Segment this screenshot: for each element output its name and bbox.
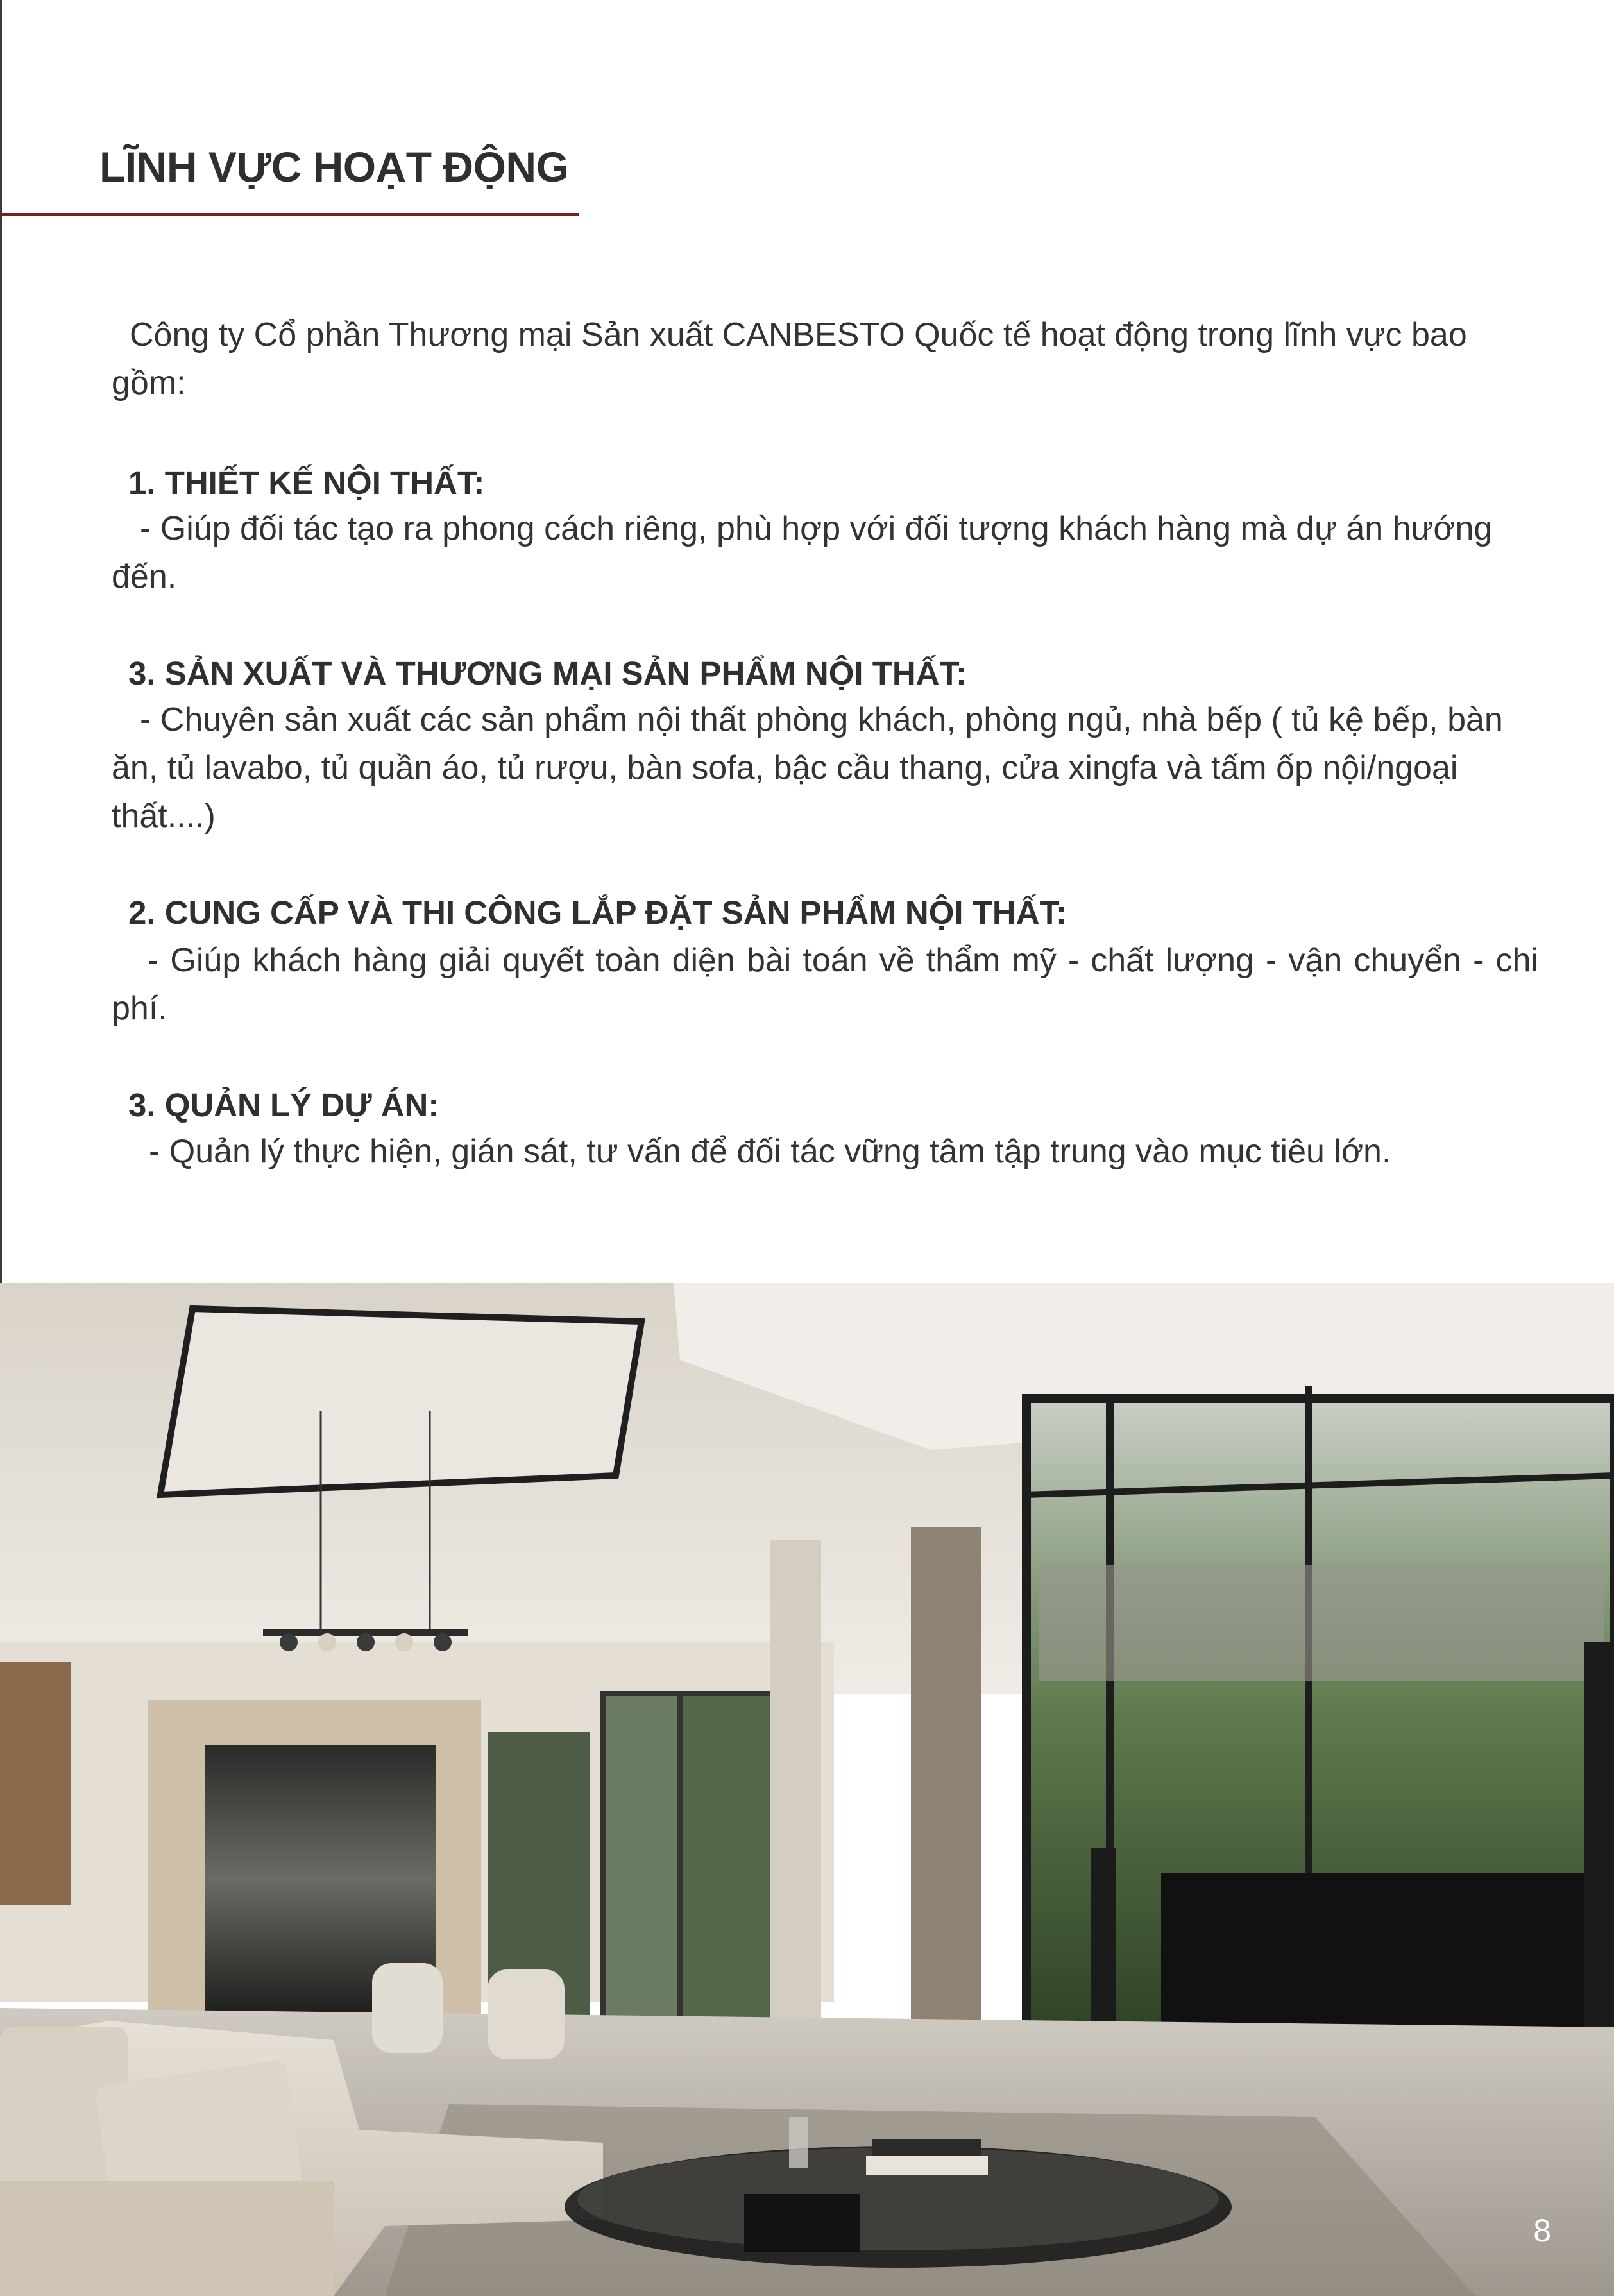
section-text-design: - Giúp đối tác tạo ra phong cách riêng, phù hợp với đối tượng khách hàng mà dự án hướng đến.	[112, 510, 1493, 595]
intro-paragraph: Công ty Cổ phần Thương mại Sản xuất CANBESTO Quốc tế hoạt động trong lĩnh vực bao gồm:	[112, 316, 1467, 402]
section-text-production: - Chuyên sản xuất các sản phẩm nội thất phòng khách, phòng ngủ, nhà bếp ( tủ kệ bếp, bàn ăn, tủ lavabo, tủ quần áo, tủ rượu, bàn sofa, bậc cầu thang, cửa xingfa và tấm ốp nội/ngoại thất....)	[112, 701, 1503, 835]
page-left-border	[0, 0, 2, 1283]
section-title-installation: 2. CUNG CẤP VÀ THI CÔNG LẮP ĐẶT SẢN PHẨM NỘI THẤT:	[128, 894, 1067, 931]
title-underline	[0, 213, 579, 216]
section-text-project-management: - Quản lý thực hiện, gián sát, tư vấn để đối tác vững tâm tập trung vào mục tiêu lớn.	[149, 1133, 1391, 1170]
section-text-installation: - Giúp khách hàng giải quyết toàn diện bài toán về thẩm mỹ - chất lượng - vận chuyển - chi phí.	[112, 942, 1538, 1027]
section-title-project-management: 3. QUẢN LÝ DỰ ÁN:	[128, 1087, 439, 1123]
section-title-production: 3. SẢN XUẤT VÀ THƯƠNG MẠI SẢN PHẨM NỘI THẤT:	[128, 655, 967, 692]
section-title-design: 1. THIẾT KẾ NỘI THẤT:	[128, 464, 485, 501]
page-title: LĨNH VỰC HOẠT ĐỘNG	[99, 143, 569, 191]
living-room-photo	[0, 1283, 1614, 2296]
page-number: 8	[1533, 2213, 1551, 2249]
